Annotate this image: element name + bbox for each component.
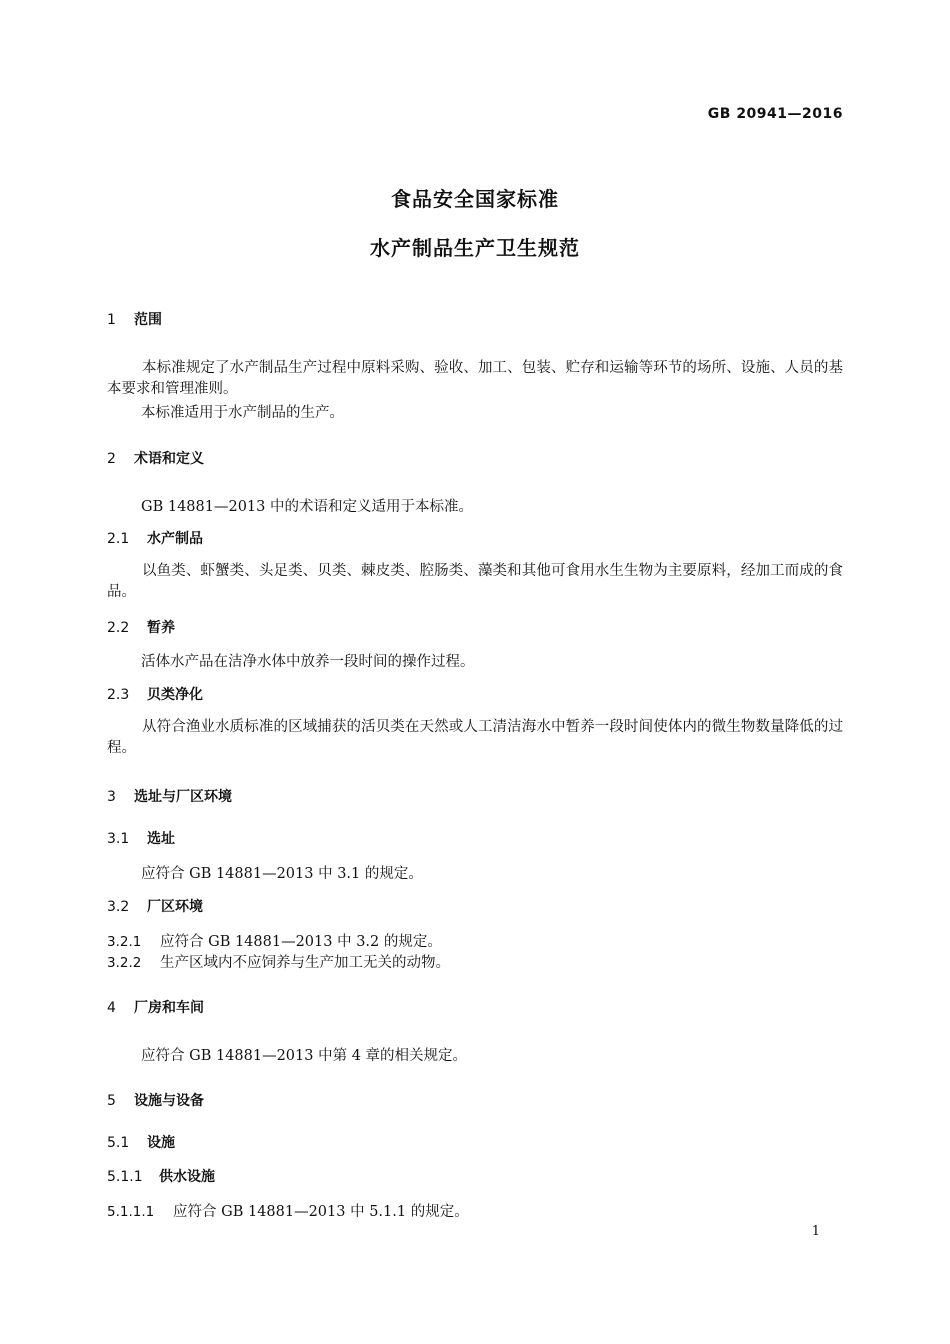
document-title-line2: 水产制品生产卫生规范 xyxy=(370,236,580,260)
section-2-2-heading xyxy=(107,617,175,637)
section-1-paragraph-1: 本标准规定了水产制品生产过程中原料采购、验收、加工、包装、贮存和运输等环节的场所、设施、人员的基本要求和管理准则。 xyxy=(107,360,843,397)
section-2-1-heading xyxy=(107,528,203,548)
section-title: 厂房和车间 xyxy=(134,1000,204,1016)
clause-text: 应符合 GB 14881—2013 中 3.2 的规定。 xyxy=(160,934,442,950)
section-number: 5 xyxy=(107,1093,116,1109)
section-title: 暂养 xyxy=(147,620,175,636)
clause-text: 生产区域内不应饲养与生产加工无关的动物。 xyxy=(160,955,450,971)
section-3-heading xyxy=(107,786,232,806)
clause-3-2-1 xyxy=(107,930,442,951)
section-title: 厂区环境 xyxy=(147,899,203,915)
section-4-text: 应符合 GB 14881—2013 中第 4 章的相关规定。 xyxy=(141,1048,468,1064)
section-title: 选址 xyxy=(147,831,175,847)
section-number: 3.2 xyxy=(107,899,130,915)
section-title: 供水设施 xyxy=(159,1169,215,1185)
clause-3-2-2 xyxy=(107,951,450,972)
document-title-line1: 食品安全国家标准 xyxy=(391,187,559,211)
section-title: 选址与厂区环境 xyxy=(134,789,232,805)
section-number: 3 xyxy=(107,789,116,805)
section-5-1-heading xyxy=(107,1132,175,1152)
section-title: 贝类净化 xyxy=(147,687,203,703)
section-3-1-text: 应符合 GB 14881—2013 中 3.1 的规定。 xyxy=(141,866,423,882)
section-2-1-definition: 以鱼类、虾蟹类、头足类、贝类、棘皮类、腔肠类、藻类和其他可食用水生生物为主要原料，经加工而成的食品。 xyxy=(107,563,843,600)
section-1-heading xyxy=(107,309,162,329)
section-number: 2.3 xyxy=(107,687,130,703)
section-4-heading xyxy=(107,997,204,1017)
section-2-3-heading xyxy=(107,684,203,704)
section-1-paragraph-2: 本标准适用于水产制品的生产。 xyxy=(141,405,344,421)
clause-number: 3.2.1 xyxy=(107,934,142,950)
section-number: 4 xyxy=(107,1000,116,1016)
section-2-paragraph-1: GB 14881—2013 中的术语和定义适用于本标准。 xyxy=(141,499,473,515)
section-5-1-1-heading xyxy=(107,1166,215,1186)
clause-number: 5.1.1.1 xyxy=(107,1204,155,1220)
section-title: 设施与设备 xyxy=(134,1093,204,1109)
section-number: 2 xyxy=(107,451,116,467)
clause-number: 3.2.2 xyxy=(107,955,142,971)
section-title: 术语和定义 xyxy=(134,451,204,467)
section-2-2-definition: 活体水产品在洁净水体中放养一段时间的操作过程。 xyxy=(141,654,475,670)
page-number: 1 xyxy=(811,1224,820,1239)
clause-5-1-1-1 xyxy=(107,1200,469,1221)
section-2-3-definition: 从符合渔业水质标准的区域捕获的活贝类在天然或人工清洁海水中暂养一段时间使体内的微生物数量降低的过程。 xyxy=(107,719,843,756)
section-number: 2.2 xyxy=(107,620,130,636)
section-number: 5.1.1 xyxy=(107,1169,143,1185)
section-title: 范围 xyxy=(134,312,162,328)
section-number: 2.1 xyxy=(107,531,130,547)
section-2-heading xyxy=(107,448,204,468)
section-5-heading xyxy=(107,1090,204,1110)
section-number: 3.1 xyxy=(107,831,130,847)
section-3-1-heading xyxy=(107,828,175,848)
section-title: 设施 xyxy=(147,1135,175,1151)
section-3-2-heading xyxy=(107,896,203,916)
section-number: 1 xyxy=(107,312,116,328)
clause-text: 应符合 GB 14881—2013 中 5.1.1 的规定。 xyxy=(173,1204,469,1220)
section-title: 水产制品 xyxy=(147,531,203,547)
standard-code: GB 20941—2016 xyxy=(707,106,843,122)
section-number: 5.1 xyxy=(107,1135,130,1151)
